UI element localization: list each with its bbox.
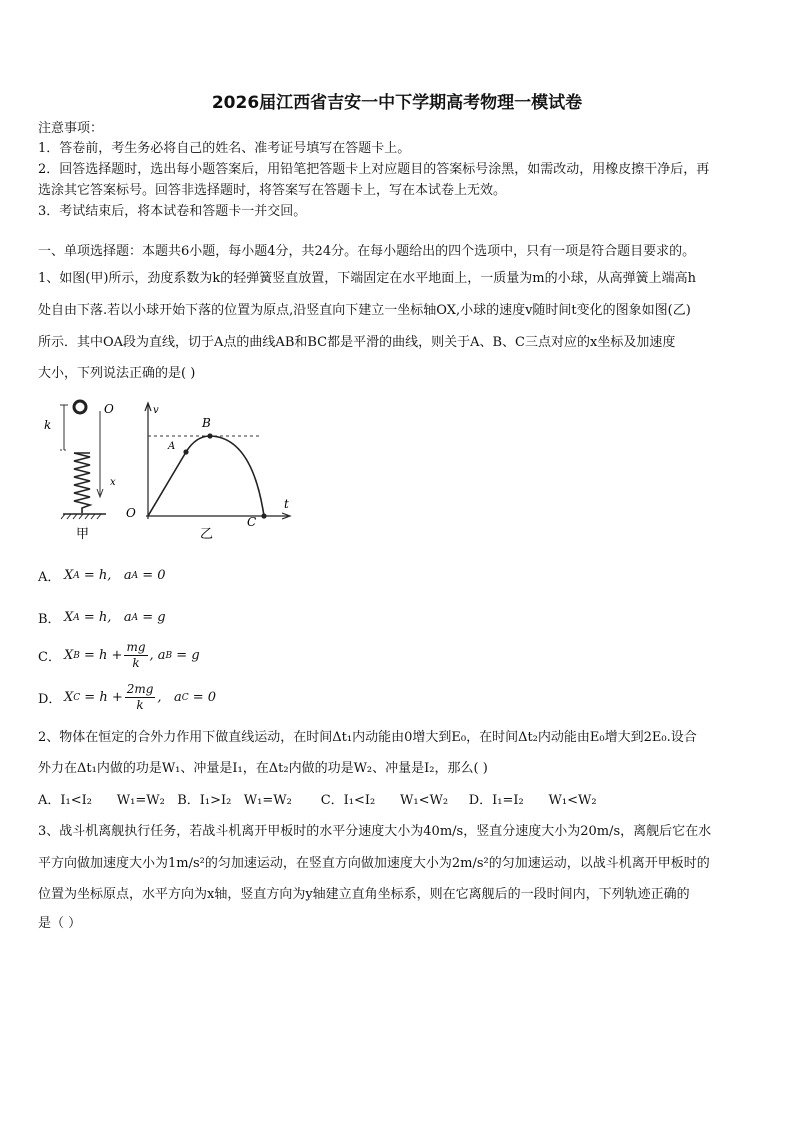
fig-left-k: k bbox=[44, 418, 52, 432]
q3-line-2: 平方向做加速度大小为1m/s²的匀加速运动，在竖直方向做加速度大小为2m/s²的匀加速运动，以战斗机离开甲板时的 bbox=[38, 856, 710, 871]
notice-heading: 注意事项： bbox=[38, 121, 104, 136]
q1-option-d: D． X C = h + $\frac{2mg}{k}$ , a C = 0 bbox=[38, 682, 217, 712]
fig-right-t: t bbox=[284, 497, 289, 511]
fig-right-O: O bbox=[126, 506, 136, 520]
fig-right-B: B bbox=[202, 416, 211, 430]
q3-line-4: 是（ ） bbox=[38, 916, 82, 931]
notice-item-1: 1．答卷前，考生务必将自己的姓名、准考证号填写在答题卡上。 bbox=[38, 141, 411, 156]
q2-options: A．I₁<I₂ W₁=W₂ B．I₁>I₂ W₁=W₂ C．I₁<I₂ W₁<W₂ D．I₁=I₂ W₁<W₂ bbox=[38, 793, 597, 808]
exam-title: 2026届江西省吉安一中下学期高考物理一模试卷 bbox=[211, 93, 583, 113]
q1-option-a: A． X A = h, a A = 0 bbox=[38, 568, 166, 585]
fraction-2mg-k: $\frac{2mg}{k}$ bbox=[126, 682, 154, 712]
notice-item-2: 2．回答选择题时，选出每小题答案后，用铅笔把答题卡上对应题目的答案标号涂黑，如需改动，用橡皮擦干净后，再 bbox=[38, 162, 710, 177]
velocity-curve bbox=[148, 436, 264, 516]
fig-right-A: A bbox=[168, 441, 176, 452]
q2-line-1: 2、物体在恒定的合外力作用下做直线运动，在时间Δt₁内动能由0增大到E₀，在时间Δt₂内动能由E₀增大到2E₀.设合 bbox=[38, 730, 697, 745]
fig-left-x: x bbox=[110, 477, 116, 488]
spring-icon bbox=[74, 453, 90, 513]
fraction-mg-k: $\frac{mg}{k}$ bbox=[126, 640, 146, 670]
fig-left-caption: 甲 bbox=[76, 527, 90, 542]
notice-item-3: 3．考试结束后，将本试卷和答题卡一并交回。 bbox=[38, 204, 307, 219]
q1-line-1: 1、如图(甲)所示，劲度系数为k的轻弹簧竖直放置，下端固定在水平地面上，一质量为m的小球，从高弹簧上端高h bbox=[38, 271, 696, 286]
fig-right-caption: 乙 bbox=[200, 527, 214, 542]
fig-right-C: C bbox=[247, 515, 257, 529]
section-heading: 一、单项选择题：本题共6小题，每小题4分，共24分。在每小题给出的四个选项中，只有一项是符合题目要求的。 bbox=[38, 244, 696, 259]
q1-option-c: C． X B = h + $\frac{mg}{k}$ , a B = g bbox=[38, 640, 200, 670]
fig-left-O: O bbox=[104, 402, 114, 416]
q1-line-2: 处自由下落.若以小球开始下落的位置为原点,沿竖直向下建立一坐标轴OX,小球的速度v随时间t变化的图象如图(乙) bbox=[38, 303, 691, 318]
point-A bbox=[183, 449, 188, 454]
notice-item-2-cont: 选涂其它答案标号。回答非选择题时，将答案写在答题卡上，写在本试卷上无效。 bbox=[38, 183, 507, 198]
fig-right-v: v bbox=[153, 405, 159, 416]
point-C bbox=[261, 513, 266, 518]
point-B bbox=[207, 433, 212, 438]
q1-line-4: 大小，下列说法正确的是( ) bbox=[38, 366, 196, 381]
q3-line-3: 位置为坐标原点，水平方向为x轴，竖直方向为y轴建立直角坐标系，则在它离舰后的一段时间内，下列轨迹正确的 bbox=[38, 887, 690, 902]
q1-option-b: B． X A = h, a A = g bbox=[38, 610, 166, 627]
ball-icon bbox=[74, 401, 86, 413]
q1-figure bbox=[38, 395, 308, 545]
q1-line-3: 所示．其中OA段为直线，切于A点的曲线AB和BC都是平滑的曲线，则关于A、B、C三点对应的x坐标及加速度 bbox=[38, 335, 676, 350]
q2-line-2: 外力在Δt₁内做的功是W₁、冲量是I₁，在Δt₂内做的功是W₂、冲量是I₂，那么( ) bbox=[38, 761, 488, 776]
q3-line-1: 3、战斗机离舰执行任务，若战斗机离开甲板时的水平分速度大小为40m/s，竖直分速度大小为20m/s，离舰后它在水 bbox=[38, 824, 712, 839]
